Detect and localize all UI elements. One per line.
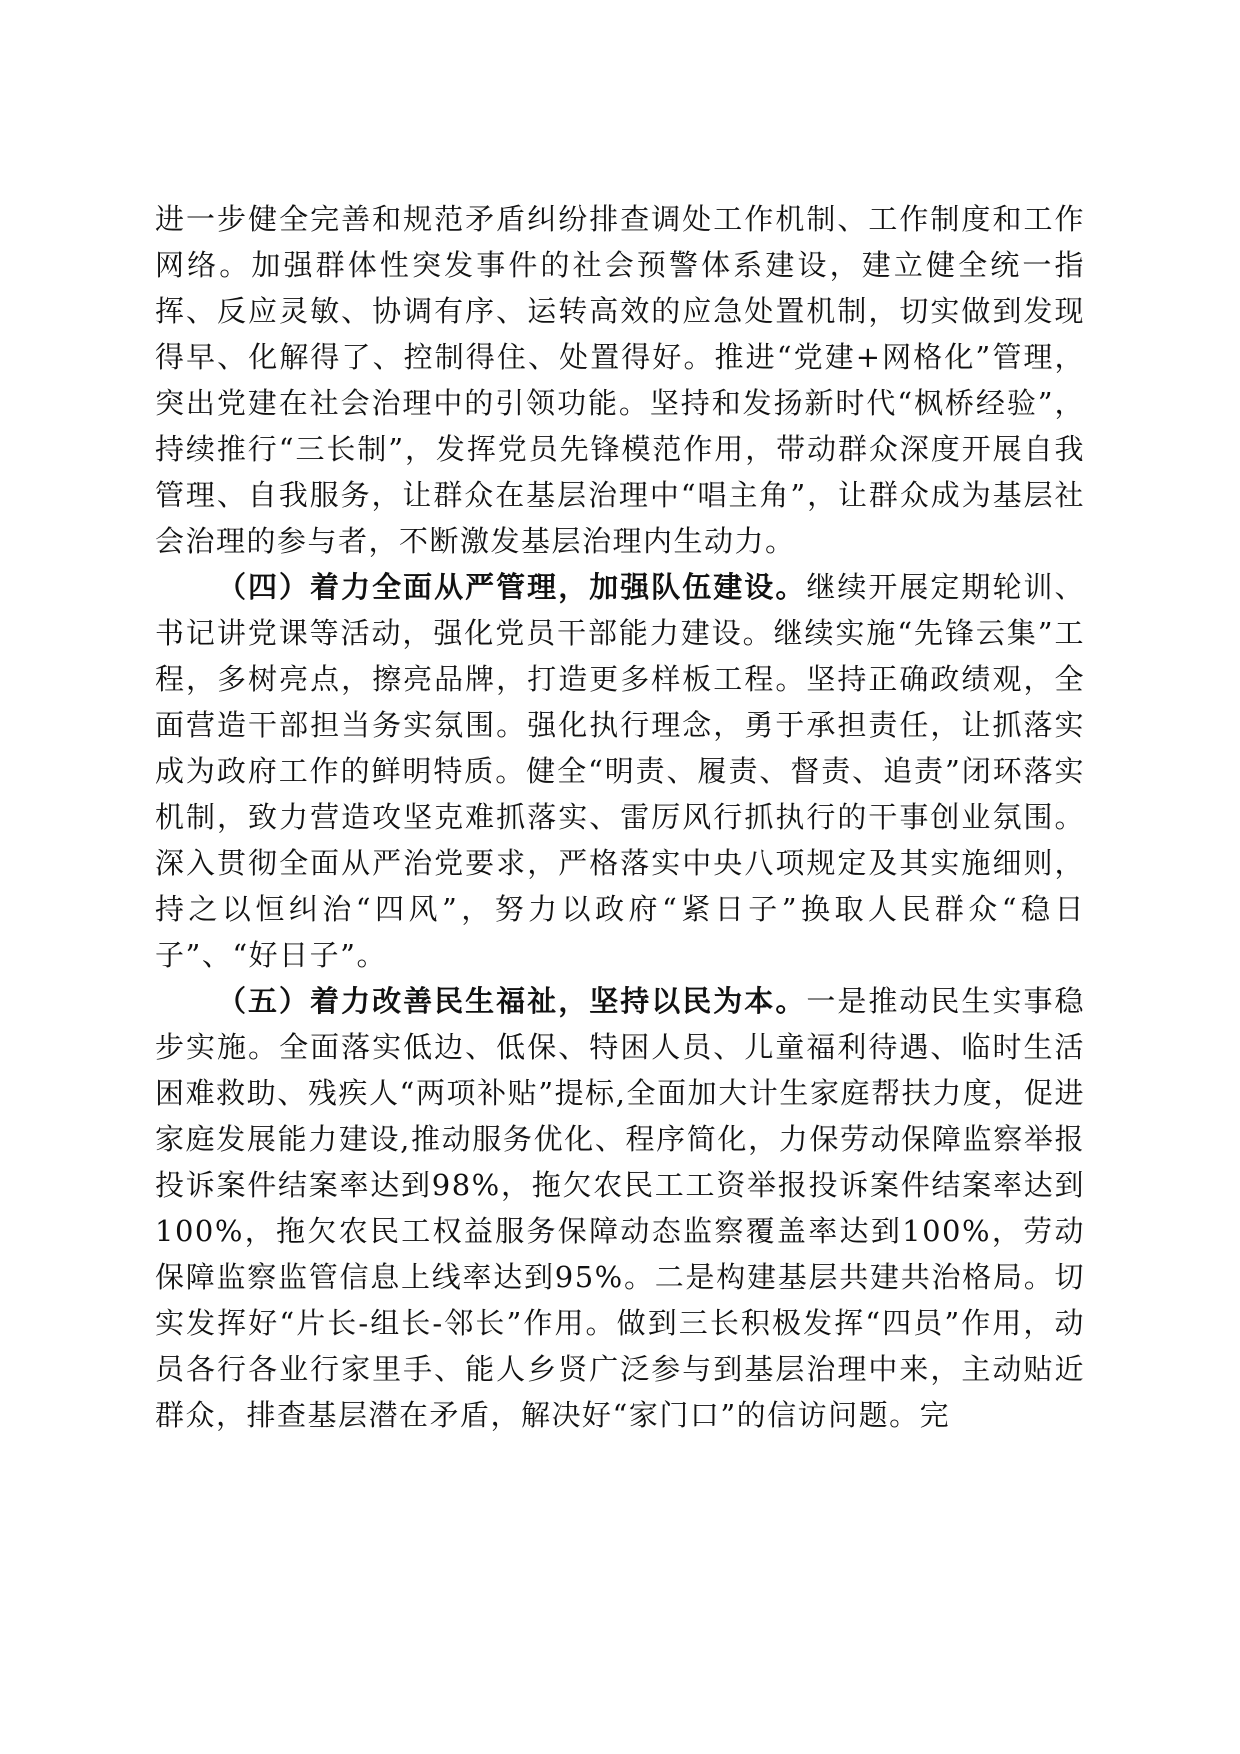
- document-body: [155, 196, 1085, 1438]
- section-5-heading: （五）着力改善民生福祉，坚持以民为本。: [217, 984, 807, 1018]
- paragraph-2: [155, 564, 1085, 978]
- paragraph-3: [155, 978, 1085, 1438]
- section-4-heading: （四）着力全面从严管理，加强队伍建设。: [217, 570, 807, 604]
- paragraph-2-text: 继续开展定期轮训、书记讲党课等活动，强化党员干部能力建设。继续实施“先锋云集”工程，多树亮点，擦亮品牌，打造更多样板工程。坚持正确政绩观，全面营造干部担当务实氛围。强化执行理念，勇于承担责任，让抓落实成为政府工作的鲜明特质。健全“明责、履责、督责、追责”闭环落实机制，致力营造攻坚克难抓落实、雷厉风行抓执行的干事创业氛围。深入贯彻全面从严治党要求，严格落实中央八项规定及其实施细则，持之以恒纠治“四风”，努力以政府“紧日子”换取人民群众“稳日子”、“好日子”。: [155, 570, 1085, 972]
- paragraph-1: [155, 196, 1085, 564]
- paragraph-3-text: 一是推动民生实事稳步实施。全面落实低边、低保、特困人员、儿童福利待遇、临时生活困难救助、残疾人“两项补贴”提标,全面加大计生家庭帮扶力度，促进家庭发展能力建设,推动服务优化、程序简化，力保劳动保障监察举报投诉案件结案率达到98%，拖欠农民工工资举报投诉案件结案率达到100%，拖欠农民工权益服务保障动态监察覆盖率达到100%，劳动保障监察监管信息上线率达到95%。二是构建基层共建共治格局。切实发挥好“片长-组长-邻长”作用。做到三长积极发挥“四员”作用，动员各行各业行家里手、能人乡贤广泛参与到基层治理中来，主动贴近群众，排查基层潜在矛盾，解决好“家门口”的信访问题。完: [155, 984, 1085, 1432]
- paragraph-1-text: 进一步健全完善和规范矛盾纠纷排查调处工作机制、工作制度和工作网络。加强群体性突发事件的社会预警体系建设，建立健全统一指挥、反应灵敏、协调有序、运转高效的应急处置机制，切实做到发现得早、化解得了、控制得住、处置得好。推进“党建+网格化”管理，突出党建在社会治理中的引领功能。坚持和发扬新时代“枫桥经验”，持续推行“三长制”，发挥党员先锋模范作用，带动群众深度开展自我管理、自我服务，让群众在基层治理中“唱主角”，让群众成为基层社会治理的参与者，不断激发基层治理内生动力。: [155, 202, 1085, 558]
